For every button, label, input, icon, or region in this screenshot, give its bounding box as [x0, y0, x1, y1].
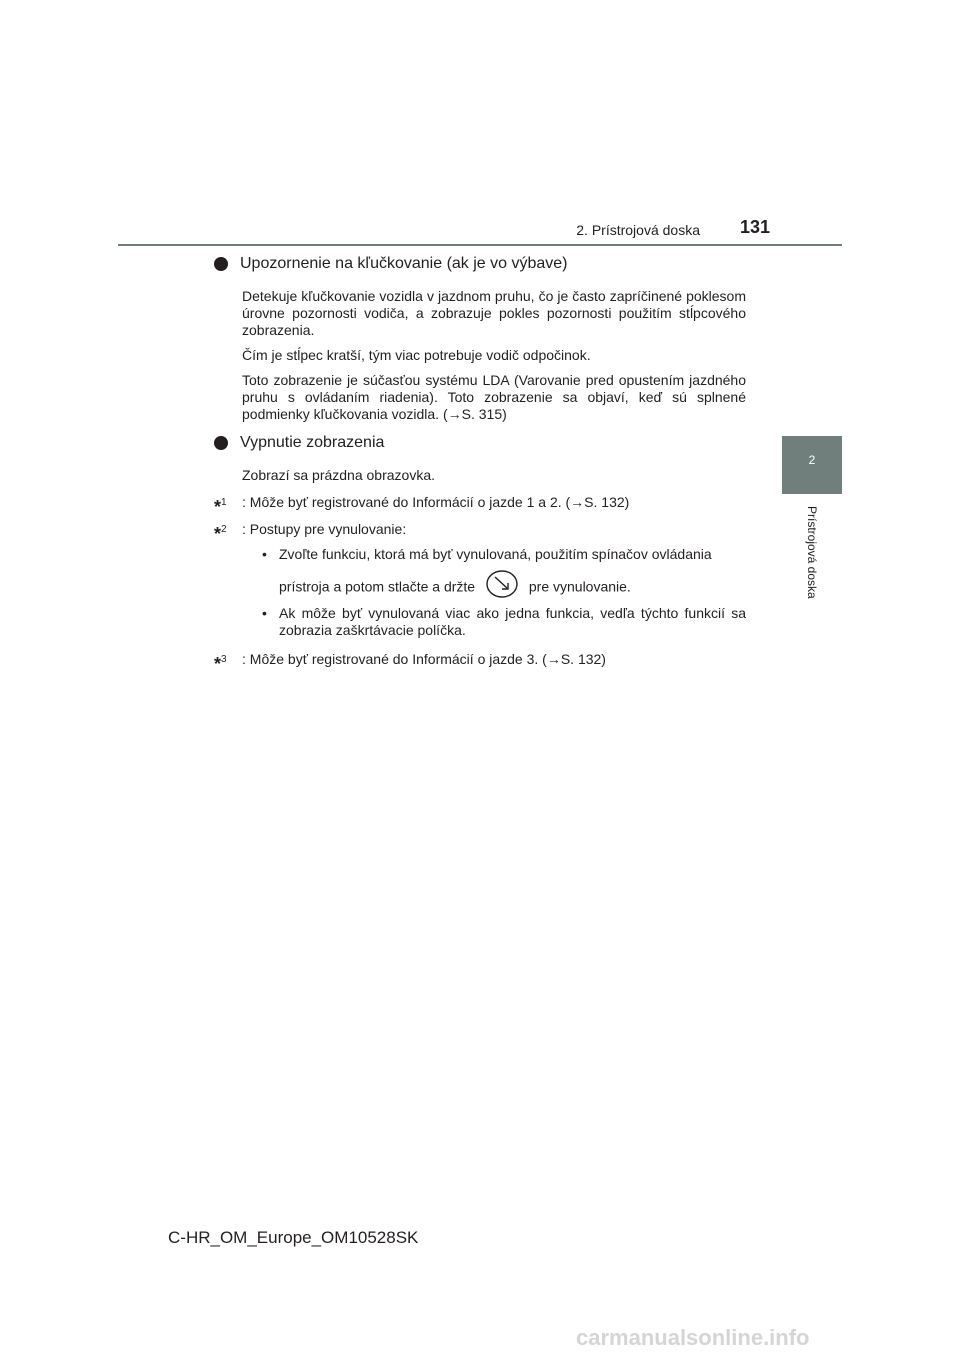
- enter-button-icon: [485, 569, 519, 599]
- footnote-1: [214, 494, 746, 517]
- round-bullet-icon: [214, 436, 228, 450]
- step-text: prístroja a potom stlačte a držte: [279, 578, 476, 595]
- header-divider: [118, 244, 842, 246]
- document-code: C-HR_OM_Europe_OM10528SK: [168, 1228, 419, 1247]
- bullet: •: [262, 546, 267, 562]
- footnote-marker: *$^2$: [214, 524, 227, 544]
- step-text: Ak môže byť vynulovaná viac ako jedna funkcia, vedľa týchto funkcií sa zobrazia zaškrtávacie políčka.: [279, 605, 746, 638]
- step-text: Zvoľte funkciu, ktorá má byť vynulovaná, použitím spínačov ovládania: [279, 546, 712, 562]
- section-heading-text: Vypnutie zobrazenia: [240, 434, 385, 451]
- footnote-text: : Postupy pre vynulovanie:: [242, 521, 407, 537]
- section-heading-weaving-alert: [214, 252, 746, 276]
- footnote-3: [214, 651, 746, 674]
- bullet: •: [262, 605, 267, 621]
- round-bullet-icon: [214, 257, 228, 271]
- footnote-marker: *$^3$: [214, 654, 227, 674]
- chapter-tab: 2: [782, 436, 842, 494]
- section-heading-display-off: [214, 431, 746, 455]
- watermark: carmanualsonline.info: [576, 1325, 810, 1350]
- chapter-tab-label: Prístrojová doska: [805, 506, 819, 599]
- page-number: 131: [740, 217, 771, 237]
- footnote-text: : Môže byť registrované do Informácií o jazde 1 a 2. (→S. 132): [242, 494, 630, 510]
- running-header-section: 2. Prístrojová doska: [576, 222, 700, 238]
- section-heading-text: Upozornenie na kľučkovanie (ak je vo výbave): [240, 255, 568, 272]
- footnote-marker: *$^1$: [214, 497, 227, 517]
- step-text: pre vynulovanie.: [528, 578, 631, 595]
- paragraph: Čím je stĺpec kratší, tým viac potrebuje vodič odpočinok.: [242, 347, 591, 363]
- footnote-2: [214, 521, 746, 544]
- paragraph: Zobrazí sa prázdna obrazovka.: [242, 467, 435, 483]
- page-content: [214, 252, 746, 676]
- paragraph: Detekuje kľučkovanie vozidla v jazdnom pruhu, čo je často zapríčinené poklesom úrovne pozornosti vodiča, a zobrazuje pokles pozornosti použitím stĺpcového zobrazenia.: [242, 288, 746, 338]
- paragraph: Toto zobrazenie je súčasťou systému LDA (Varovanie pred opustením jazdného pruhu s ovládaním riadenia). Toto zobrazenie sa objaví, keď sú splnené podmienky kľučkovania vozidla. (→S. 315): [242, 372, 746, 422]
- footnote-text: : Môže byť registrované do Informácií o jazde 3. (→S. 132): [242, 651, 606, 667]
- reset-step-1: [262, 546, 746, 599]
- reset-step-2: [262, 605, 746, 639]
